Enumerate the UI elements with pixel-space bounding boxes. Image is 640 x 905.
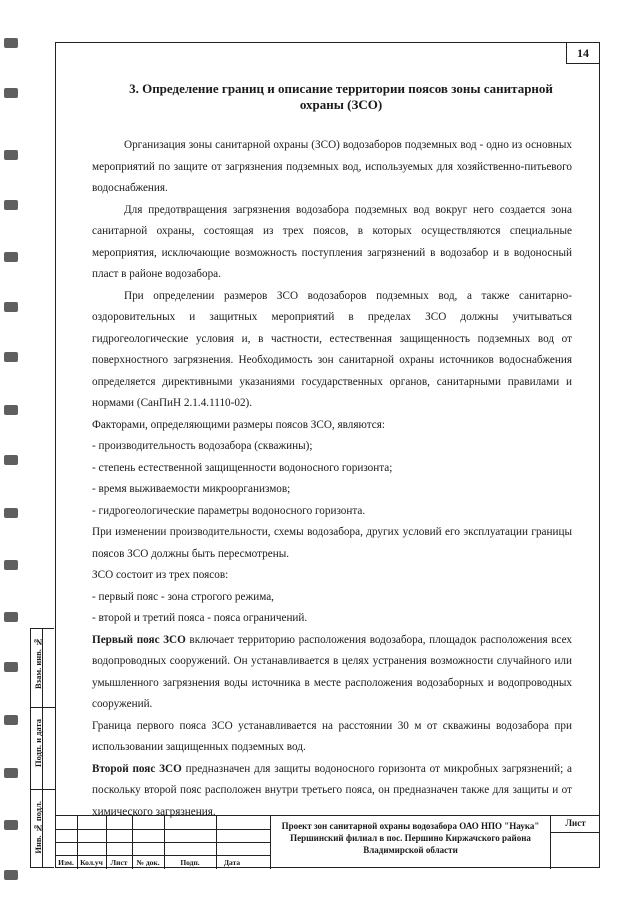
paragraph: При изменении производительности, схемы водозабора, других условий его эксплуатации границы поясов ЗСО должны быть пересмотрены.: [92, 526, 572, 560]
punch-mark: [4, 302, 18, 312]
grid-col: [55, 816, 78, 869]
paragraph: - первый пояс - зона строгого режима,: [92, 590, 274, 603]
title-line-2: охраны (ЗСО): [299, 97, 383, 112]
sheet-label: Лист: [551, 818, 600, 833]
first-belt-term: Первый пояс ЗСО: [92, 633, 186, 646]
paragraph: - производительность водозабора (скважины);: [92, 440, 313, 452]
section-title: [92, 81, 572, 113]
binding-strip: [0, 0, 26, 905]
punch-mark: [4, 870, 18, 880]
paragraphs: [92, 135, 572, 630]
sheet-box: [550, 816, 600, 869]
second-belt-paragraph: [92, 759, 572, 824]
paragraph: ЗСО состоит из трех поясов:: [92, 569, 229, 581]
punch-mark: [4, 88, 18, 98]
revision-grid: [55, 816, 270, 869]
punch-mark: [4, 508, 18, 518]
punch-mark: [4, 560, 18, 570]
punch-mark: [4, 252, 18, 262]
title-block: [55, 815, 600, 869]
project-line-1: Проект зон санитарной охраны водозабора ОАО НПО "Наука": [281, 821, 540, 831]
grid-col: [132, 816, 165, 869]
grid-col: [216, 816, 271, 869]
project-title: [270, 816, 550, 865]
paragraph: - второй и третий пояса - пояса ограничений.: [92, 612, 308, 624]
page-frame: [55, 42, 600, 868]
project-line-3: Владимирской области: [363, 845, 458, 855]
col-podp: Подп.: [180, 858, 200, 867]
punch-mark: [4, 768, 18, 778]
first-belt-text: включает территорию расположения водозабора, площадок расположения всех водопроводных сооружений. Он устанавливается в целях устранения возможности случайного или умышленного загрязнения воды источника в месте расположения водозаборных и водопроводных сооружений.: [92, 633, 572, 710]
punch-mark: [4, 820, 18, 830]
vzam-inv-label: Взам. инв. №: [33, 637, 43, 690]
punch-mark: [4, 200, 18, 210]
title-line-1: 3. Определение границ и описание территории поясов зоны санитарной: [129, 81, 553, 96]
punch-mark: [4, 150, 18, 160]
punch-mark: [4, 352, 18, 362]
punch-mark: [4, 715, 18, 725]
podp-data-label: Подп. и дата: [33, 719, 43, 767]
second-belt-text: предназначен для защиты водоносного горизонта от микробных загрязнений; а поскольку второй пояс расположен внутри третьего пояса, он предназначен также для защиты и от химического загрязнения.: [92, 762, 572, 818]
grid-col: [77, 816, 107, 869]
col-kol-uch: Кол.уч: [80, 858, 103, 867]
side-stamp: [30, 628, 54, 868]
col-n-dok: № док.: [136, 858, 160, 867]
document-body: [92, 81, 572, 823]
grid-col: [164, 816, 217, 869]
paragraph: При определении размеров ЗСО водозаборов подземных вод, а также санитарно-оздоровительных и защитных мероприятий в пределах ЗСО должны учитываться гидрогеологические условия и, в частности, естественная защищенность подземных вод от поверхностного загрязнения. Необходимость зон санитарной охраны источников водоснабжения определяется директивными указаниями государственных органов, санитарными правилами и нормами (СанПиН 2.1.4.1110-02).: [92, 289, 572, 409]
page-number: 14: [566, 43, 599, 64]
grid-col: [106, 816, 133, 869]
paragraph: - степень естественной защищенности водоносного горизонта;: [92, 461, 393, 474]
col-data: Дата: [223, 858, 241, 867]
paragraph: - время выживаемости микроорганизмов;: [92, 483, 291, 495]
punch-mark: [4, 405, 18, 415]
paragraph: Для предотвращения загрязнения водозабора подземных вод вокруг него создается зона санитарной охраны, состоящая из трех поясов, в которых осуществляются специальные мероприятия, исключающие возможность поступления загрязнений в водозабор и в водоносный пласт в районе водозабора.: [92, 203, 572, 280]
punch-mark: [4, 455, 18, 465]
punch-mark: [4, 612, 18, 622]
first-belt-paragraph: [92, 630, 572, 716]
paragraph: - гидрогеологические параметры водоносного горизонта.: [92, 504, 366, 517]
col-list: Лист: [110, 858, 128, 867]
paragraph: Организация зоны санитарной охраны (ЗСО) водозаборов подземных вод - одно из основных мероприятий по защите от загрязнения подземных вод, используемых для хозяйственно-питьевого водоснабжения.: [92, 139, 572, 194]
paragraph: Факторами, определяющими размеры поясов ЗСО, являются:: [92, 418, 385, 431]
second-belt-term: Второй пояс ЗСО: [92, 762, 182, 775]
punch-mark: [4, 38, 18, 48]
boundary-paragraph: Граница первого пояса ЗСО устанавливается на расстоянии 30 м от скважины водозабора при использовании защищенных подземных вод.: [92, 719, 572, 753]
project-line-2: Першинский филиал в пос. Першино Киржачского района: [290, 833, 531, 843]
col-izm: Изм.: [58, 858, 74, 867]
punch-mark: [4, 662, 18, 672]
inv-podl-label: Инв. № подл.: [33, 801, 43, 854]
